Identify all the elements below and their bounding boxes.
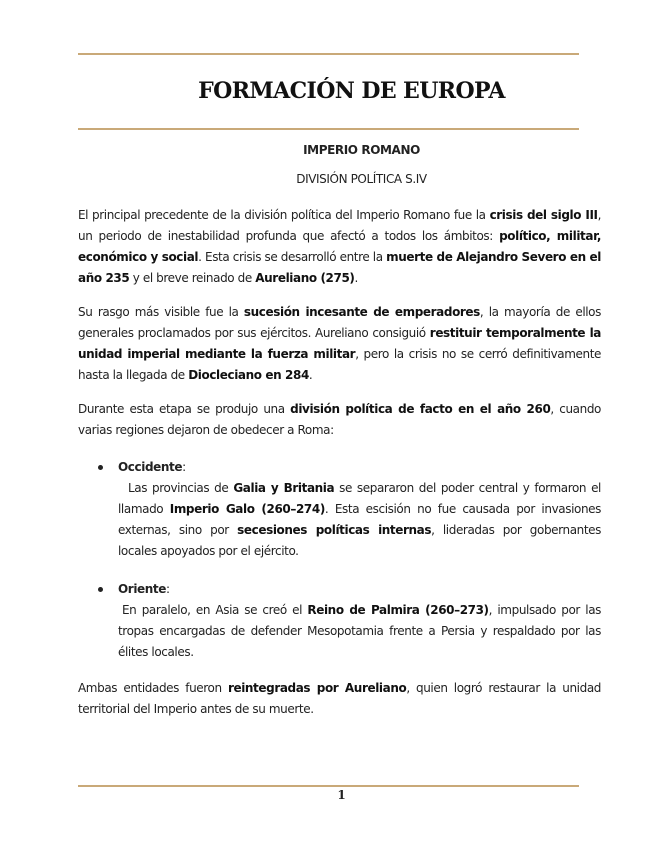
body-text: , un periodo de inestabilidad profunda que afectó a todos los ámbitos:: [78, 208, 601, 243]
body-text: El principal precedente de la división política del Imperio Romano fue la: [78, 208, 490, 222]
emphasis-text: Diocleciano en 284: [188, 368, 309, 382]
bullet-title-suffix: :: [182, 460, 186, 474]
closing-paragraph: [78, 678, 601, 720]
section-subheading: DIVISIÓN POLÍTICA S.IV: [296, 172, 427, 186]
body-text: y el breve reinado de: [129, 271, 256, 285]
body-text: Su rasgo más visible fue la: [78, 305, 244, 319]
emphasis-text: división política de facto en el año 260: [290, 402, 551, 416]
emphasis-text: sucesión incesante de emperadores: [243, 305, 480, 319]
header-bottom-rule: [78, 128, 579, 130]
bullet-body: [118, 478, 601, 562]
emphasis-text: Aureliano (275): [255, 271, 355, 285]
body-text: , impulsado por las tropas encargadas de defender Mesopotamia frente a Persia y respaldado por las élites locales.: [118, 603, 601, 659]
bullet-title-suffix: :: [166, 582, 170, 596]
body-text: Ambas entidades fueron: [78, 681, 228, 695]
body-text: , quien logró restaurar la unidad territorial del Imperio antes de su muerte.: [78, 681, 602, 716]
body-text: .: [354, 271, 358, 285]
bullet-title-line: [118, 457, 601, 478]
body-text: Las provincias de: [128, 481, 234, 495]
footer-rule: [78, 785, 579, 787]
paragraph: [78, 205, 601, 289]
bullet-title: Oriente: [118, 582, 166, 596]
emphasis-text: Imperio Galo (260–274): [169, 502, 325, 516]
body-text: , lideradas por gobernantes locales apoyados por el ejército.: [118, 523, 601, 558]
section-heading: IMPERIO ROMANO: [303, 143, 420, 157]
document-body: [78, 140, 601, 733]
body-text: En paralelo, en Asia se creó el: [122, 603, 308, 617]
body-text: , la mayoría de ellos generales proclamados por sus ejércitos. Aureliano consiguió: [78, 305, 601, 340]
list-spacer: [78, 562, 601, 579]
emphasis-text: político, militar, económico y social: [78, 229, 601, 264]
body-text: . Esta crisis se desarrolló entre la: [198, 250, 387, 264]
body-text: , cuando varias regiones dejaron de obedecer a Roma:: [78, 402, 602, 437]
bullet-dot-icon: [98, 465, 103, 470]
paragraph: [78, 399, 601, 441]
body-text: , pero la crisis no se cerró definitivamente hasta la llegada de: [78, 347, 601, 382]
bullet-item-occidente: [78, 457, 601, 562]
emphasis-text: crisis del siglo III: [489, 208, 598, 222]
header-top-rule: [78, 53, 579, 55]
body-text: se separaron del poder central y formaron el llamado: [118, 481, 601, 516]
body-text: .: [308, 368, 313, 382]
page-title: FORMACIÓN DE EUROPA: [198, 78, 505, 104]
bullet-title-line: [118, 579, 601, 600]
paragraph: [78, 302, 601, 386]
bullet-body: [118, 600, 601, 663]
bullet-item-oriente: [78, 579, 601, 663]
emphasis-text: muerte de Alejandro Severo en el año 235: [78, 250, 602, 285]
emphasis-text: secesiones políticas internas: [237, 523, 432, 537]
body-text: Durante esta etapa se produjo una: [78, 402, 291, 416]
bullet-title: Occidente: [118, 460, 183, 474]
emphasis-text: reintegradas por Aureliano: [227, 681, 407, 695]
emphasis-text: Galia y Britania: [233, 481, 335, 495]
bullet-dot-icon: [98, 587, 103, 592]
body-text: . Esta escisión no fue causada por invasiones externas, sino por: [118, 502, 601, 537]
emphasis-text: Reino de Palmira (260–273): [307, 603, 489, 617]
emphasis-text: restituir temporalmente la unidad imperial mediante la fuerza militar: [78, 326, 601, 361]
page-number: 1: [337, 788, 346, 802]
